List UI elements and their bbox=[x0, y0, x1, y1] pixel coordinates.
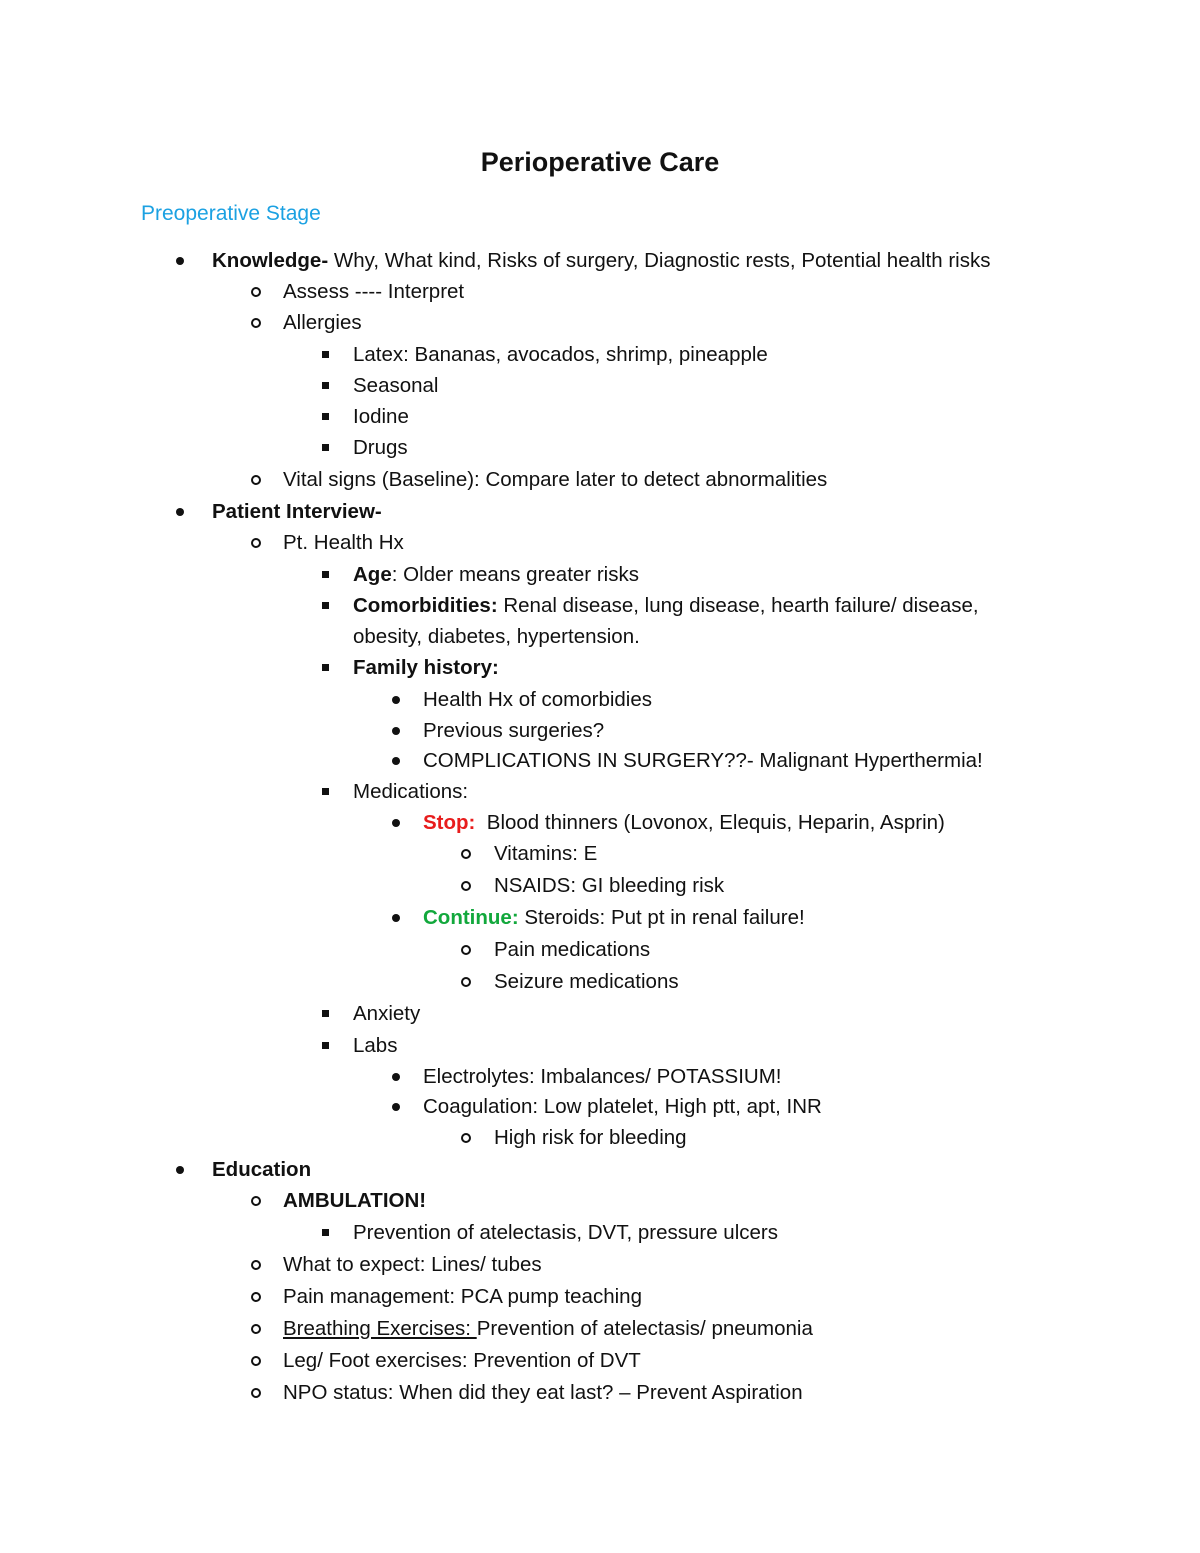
document-page: Perioperative Care Preoperative Stage Knowledge- Why, What kind, Risks of surgery, Diagnostic rests, Potential health risks Assess ---- Interpret Allergies Latex: Bananas, avocados, shrimp, pineapple Seasonal Iodine Drugs Vital signs (Baseline): Compare later to detect abnormalities Patient Interview- Pt. Health Hx Age: Older means greater risks Comorbidities: Renal disease, lung disease, hearth failure/ disease, obesity, diabetes, hypertension. Family history: Health Hx of comorbidies Previous surgeries? COMPLICATIONS IN SURGERY??- Malignant Hyperthermia! Medications: Stop: Blood thinners (Lovonox, Elequis, Heparin, Asprin) Vitamins: E NSAIDS: GI bleeding risk Continue: Steroids: Put pt in renal failure! Pain medications Seizure medications Anxiety Labs Electrolytes: Imbalances/ POTASSIUM! Coagulation: Low platelet, High ptt, apt, INR High risk for bleeding Education AMBULATION! Prevention of atelectasis, DVT, pressure ulcers What to expect: Lines/ tubes Pain management: PCA pump teaching Breathing Exercises: Prevention of atelectasis/ pneumonia Leg/ Foot exercises: Prevention of DVT NPO status: When did they eat last? – Prevent Aspiration bbox=[0, 0, 1200, 1553]
section-heading: Preoperative Stage bbox=[141, 202, 321, 225]
page-title: Perioperative Care bbox=[480, 147, 720, 177]
